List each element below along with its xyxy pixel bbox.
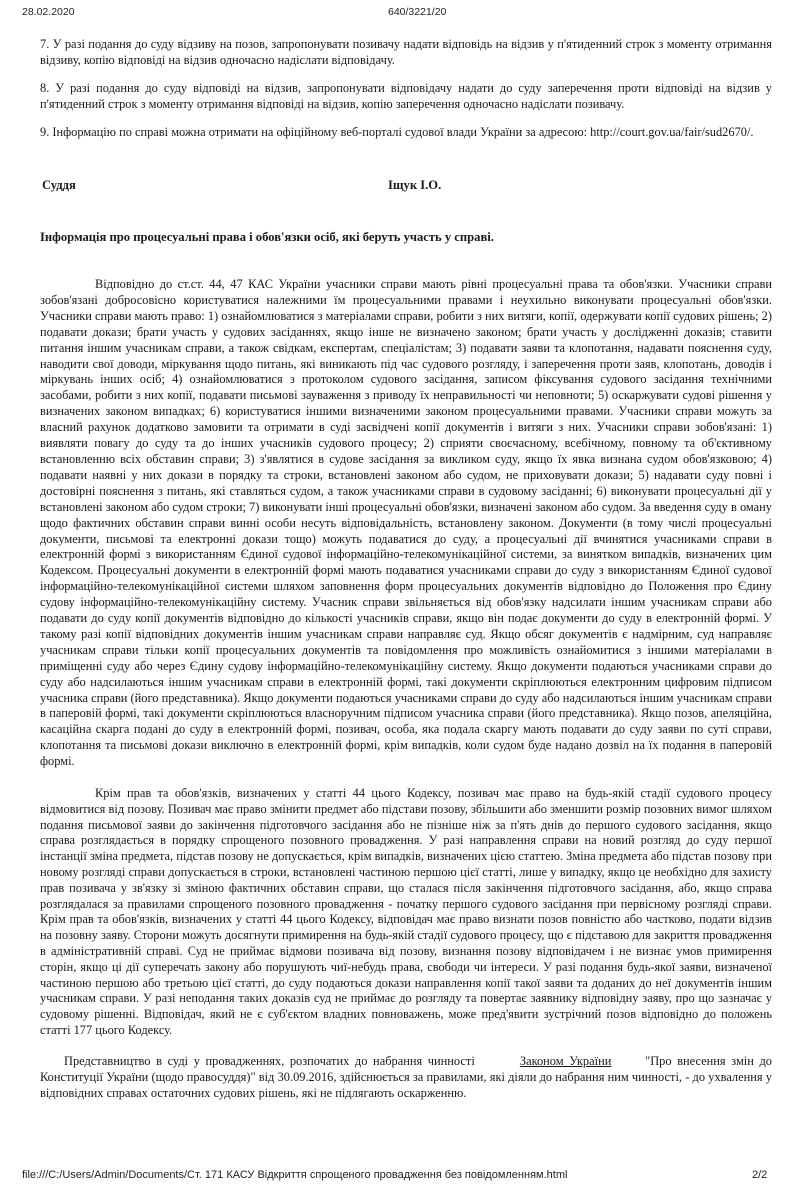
paragraph-rights-obligations: Відповідно до ст.ст. 44, 47 КАС України учасники справи мають рівні процесуальні права та обов'язки. Учасники справи зобов'язані добросовісно користуватися належними їм процесуальними правами і неухильно виконувати процесуальні обов'язки. Учасники справи мають право: 1) ознайомлюватися з матеріалами справи, робити з них витяги, копії, одержувати копії судових рішень; 2) подавати докази; брати участь у судових засіданнях, якщо інше не визначено законом; брати участь у дослідженні доказів; ставити питання іншим учасникам справи, а також свідкам, експертам, спеціалістам; 3) подавати заяви та клопотання, надавати пояснення суду, наводити свої доводи, міркування щодо питань, які виникають під час судового розгляду, і заперечення проти заяв, клопотань, доводів і міркувань інших осіб; 4) ознайомлюватися з протоколом судового засідання, записом фіксування судового засідання технічними засобами, робити з них копії, подавати письмові зауваження з приводу їх неправильності чи неповноти; 5) оскаржувати судові рішення у визначених законом випадках; 6) користуватися іншими визначеними законом процесуальними правами. Учасники справи можуть за власний рахунок додатково замовити та отримати в суді засвідчені копії документів і витяги з них. Учасники справи зобов'язані: 1) виявляти повагу до суду та до інших учасників судового процесу; 2) сприяти своєчасному, всебічному, повному та об'єктивному встановленню всіх обставин справи; 3) з'являтися в судове засідання за викликом суду, якщо їх явка визнана судом обов'язковою; 4) подавати наявні у них докази в порядку та строки, встановлені законом або судом, не приховувати докази; 5) надавати суду повні і достовірні пояснення з питань, які ставляться судом, а також учасниками справи в судовому засіданні; 6) виконувати процесуальні дії у встановлені законом або судом строки; 7) виконувати інші процесуальні обов'язки, визначені законом або судом. За введення суду в оману щодо фактичних обставин справи винні особи несуть відповідальність, встановлену законом. Документи (в тому числі процесуальні документи, письмові та електронні докази тощо) можуть подаватися до суду, а процесуальні дії вчинятися учасниками справи в електронній формі з використанням Єдиної судової інформаційно-телекомунікаційної системи, за винятком випадків, визначених цим Кодексом. Процесуальні документи в електронній формі мають подаватися учасниками справи до суду з використанням Єдиної судової інформаційно-телекомунікаційної системи шляхом заповнення форм процесуальних документів відповідно до Положення про Єдину судову інформаційно-телекомунікаційну систему. Учасник справи звільняється від обов'язку надсилати іншим учасникам справи або подавати до суду копії документів відповідно до кількості учасників справи, якщо він подає документи до суду в електронній формі. У такому разі копії відповідних документів іншим учасникам справи направляє суд. Якщо обсяг документів є надмірним, суд направляє учасникам справи тільки копії процесуальних документів та повідомлення про можливість ознайомитися з іншими матеріалами в приміщенні суду або через Єдину судову інформаційно-телекомунікаційну систему. Якщо документи подаються учасниками справи до суду або надсилаються іншим учасникам справи в електронній формі, такі документи скріплюються електронним цифровим підписом учасника справи (його представника). Якщо документи подаються учасниками справи до суду або надсилаються іншим учасникам справи в паперовій формі, такі документи скріплюються власноручним підписом учасника справи (його представника). Якщо позов, апеляційна, касаційна скарга подані до суду в електронній формі, позивач, особа, яка подала скаргу мають подавати до суду заяви по суті справи, клопотання та письмові докази виключно в електронній формі, крім випадків, коли судом буде надано дозвіл на їх подання в паперовій формі. [40, 277, 772, 769]
section-title: Інформація про процесуальні права і обов'язки осіб, які беруть участь у справі. [40, 230, 494, 244]
signature-block [40, 177, 772, 195]
print-date: 28.02.2020 [22, 6, 75, 18]
page-number: 2/2 [752, 1169, 768, 1181]
judge-label: Суддя [42, 178, 76, 192]
footer-file-path: file:///C:/Users/Admin/Documents/Ст. 171 КАСУ Відкриття спрощеного провадження без повідомленням.html [22, 1169, 568, 1181]
paragraph-representation [40, 1053, 772, 1101]
document-number: 640/3221/20 [388, 6, 447, 18]
paragraph-plaintiff-rights: Крім прав та обов'язків, визначених у статті 44 цього Кодексу, позивач має право на будь-якій стадії судового процесу відмовитися від позову. Позивач має право змінити предмет або підстави позову, збільшити або зменшити розмір позовних вимог шляхом подання письмової заяви до закінчення підготовчого засідання або не пізніше ніж за п'ять днів до першого судового засідання, якщо справа розглядається в порядку спрощеного позовного провадження. У разі направлення справи на новий розгляд до суду першої інстанції зміна предмета, підстав позову не допускається, крім випадків, визначених цією статтею. Зміна предмета або підстав позову при новому розгляді справи допускається в строки, встановлені частиною першою цієї статті, лише у випадку, якщо це необхідно для захисту прав позивача у зв'язку зі зміною фактичних обставин справи, що сталася після закінчення підготовчого засідання, або, якщо справа розглядалася за правилами спрощеного позовного провадження - початку першого судового засідання при первісному розгляді справи. Крім прав та обов'язків, визначених у статті 44 цього Кодексу, відповідач має право визнати позов повністю або частково, подати відзив на позовну заяву. Сторони можуть досягнути примирення на будь-якій стадії судового процесу, що є підставою для закриття провадження в адміністративній справі. Суд не приймає відмови позивача від позову, визнання позову відповідачем і не визнає умов примирення сторін, якщо ці дії суперечать закону або порушують чиї-небудь права, свободи чи інтереси. У разі подання будь-якої заяви, визначеної частиною першою або третьою цієї статті, до суду подаються докази направлення копії такої заяви та доданих до неї документів іншим учасникам справи. У разі неподання таких доказів суд не приймає до розгляду та повертає заявнику відповідну заяву, про що зазначає у судовому рішенні. Відповідач, який не є суб'єктом владних повноважень, може пред'явити зустрічний позов відповідно до положень статті 177 цього Кодексу. [40, 786, 772, 1038]
item-7: 7. У разі подання до суду відзиву на позов, запропонувати позивачу надати відповідь на відзив у п'ятиденний строк з моменту отримання відзиву, копію відповіді на відзив одночасно надіслати відповідачу. [40, 37, 772, 67]
item-9: 9. Інформацію по справі можна отримати на офіційному веб-порталі судової влади України за адресою: http://court.gov.ua/fair/sud2670/. [40, 125, 754, 139]
item-8: 8. У разі подання до суду відповіді на відзив, запропонувати відповідачу надати до суду заперечення проти відповіді на відзив у п'ятиденний строк з моменту отримання відповіді на відзив, копію заперечення одночасно надіслати позивачу. [40, 81, 772, 111]
representation-text-end: "Про внесення змін до Конституції України (щодо правосуддя)" від 30.09.2016, здійснюється за правилами, які діяли до набрання ним чинності, - до ухвалення у відповідних справах остаточних судових рішень, які не підлягають оскарженню. [40, 1053, 772, 1100]
document-body [40, 36, 772, 1101]
law-link[interactable]: Законом України [519, 1053, 612, 1068]
representation-text-start: Представництво в суді у провадженнях, розпочатих до набрання чинності [64, 1053, 475, 1068]
judge-name: Іщук І.О. [388, 178, 442, 192]
